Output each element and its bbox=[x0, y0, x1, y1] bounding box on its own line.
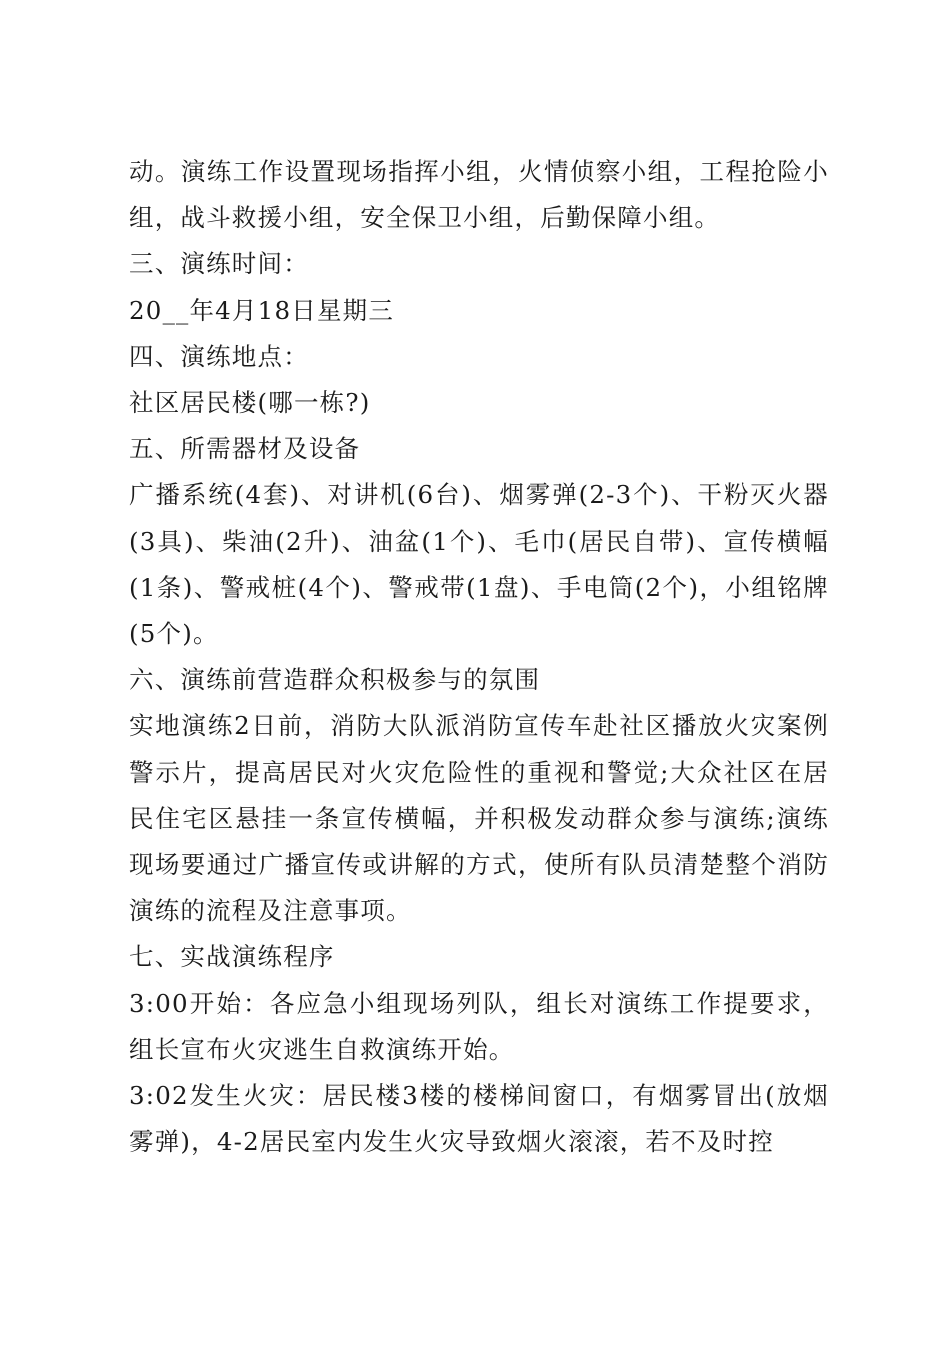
paragraph-atmosphere: 实地演练2日前，消防大队派消防宣传车赴社区播放火灾案例警示片，提高居民对火灾危险性的重视和警觉;大众社区在居民住宅区悬挂一条宣传横幅，并积极发动群众参与演练;演练现场要通过广播宣传或讲解的方式，使所有队员清楚整个消防演练的流程及注意事项。 bbox=[129, 711, 829, 926]
paragraph-step-start: 3:00开始：各应急小组现场列队，组长对演练工作提要求，组长宣布火灾逃生自救演练开始。 bbox=[129, 988, 829, 1064]
heading-drill-time: 三、演练时间： bbox=[129, 249, 309, 279]
paragraph-step-fire: 3:02发生火灾：居民楼3楼的楼梯间窗口，有烟雾冒出(放烟雾弹)，4-2居民室内发生火灾导致烟火滚滚，若不及时控 bbox=[129, 1081, 829, 1157]
heading-procedure: 七、实战演练程序 bbox=[129, 942, 335, 972]
drill-date: 20__年4月18日星期三 bbox=[129, 295, 395, 325]
heading-atmosphere: 六、演练前营造群众积极参与的氛围 bbox=[129, 665, 541, 695]
paragraph-equipment-list: 广播系统(4套)、对讲机(6台)、烟雾弹(2-3个)、干粉灭火器(3具)、柴油(2升)、油盆(1个)、毛巾(居民自带)、宣传横幅(1条)、警戒桩(4个)、警戒带(1盘)、手电筒(2个)，小组铭牌(5个)。 bbox=[129, 480, 829, 649]
drill-location: 社区居民楼(哪一栋?) bbox=[129, 388, 371, 418]
heading-drill-location: 四、演练地点： bbox=[129, 341, 309, 371]
heading-equipment: 五、所需器材及设备 bbox=[129, 434, 361, 464]
paragraph-team-setup: 动。演练工作设置现场指挥小组，火情侦察小组，工程抢险小组，战斗救援小组，安全保卫小组，后勤保障小组。 bbox=[129, 157, 829, 233]
document-body bbox=[129, 149, 829, 1165]
